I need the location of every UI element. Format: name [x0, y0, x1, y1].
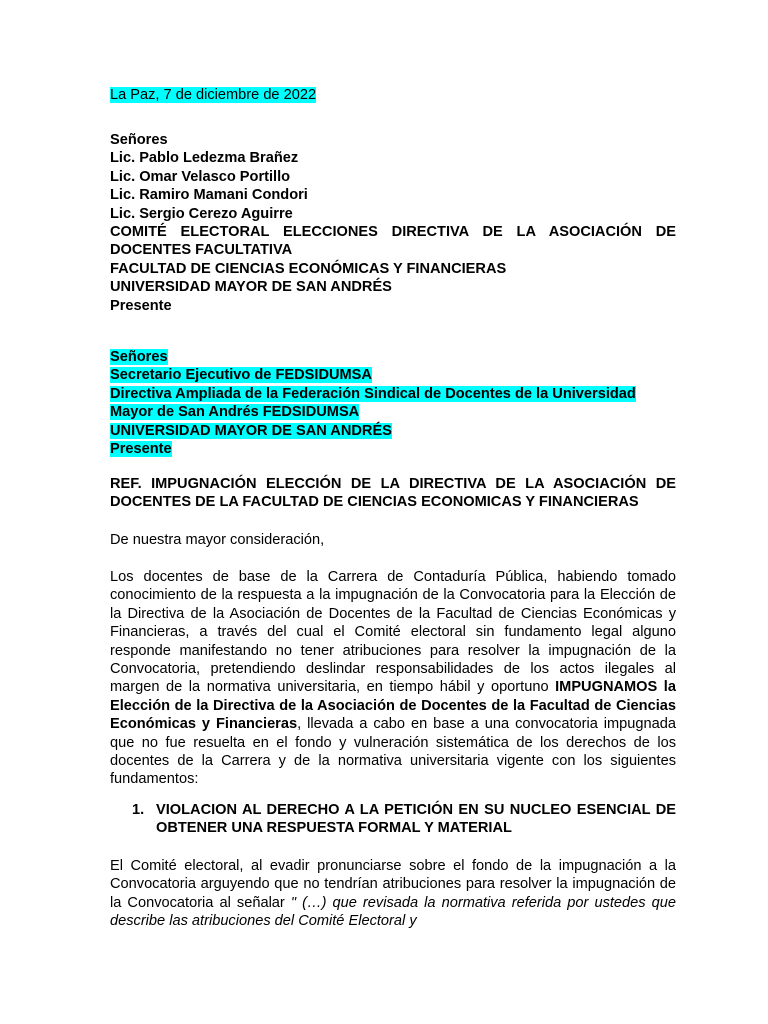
- recipient-line: Presente: [110, 441, 172, 458]
- body-paragraph-1: Los docentes de base de la Carrera de Contaduría Pública, habiendo tomado conocimiento de la respuesta a la impugnación de la Convocatoria para la Elección de la Directiva de la Asociación de Docentes de la Facultad de Ciencias Económicas y Financieras, a través del cual el Comité electoral sin fundamento legal alguno responde manifestando no tener atribuciones para resolver la impugnación de la Convocatoria, pretendiendo deslindar responsabilidades de los actos ilegales al margen de la normativa universitaria, en tiempo hábil y oportuno IMPUGNAMOS la Elección de la Directiva de la Asociación de Docentes de la Facultad de Ciencias Económicas y Financieras, llevada a cabo en base a una convocatoria impugnada que no fue resuelta en el fondo y vulneración sistemática de los derechos de los docentes de la Carrera y de la normativa universitaria vigente con los siguientes fundamentos:: [110, 569, 676, 788]
- recipient-line: Lic. Pablo Ledezma Brañez: [110, 150, 299, 167]
- point-title: VIOLACION AL DERECHO A LA PETICIÓN EN SU NUCLEO ESENCIAL DE OBTENER UNA RESPUESTA FORMAL Y MATERIAL: [156, 802, 676, 837]
- recipient-line: Lic. Ramiro Mamani Condori: [110, 187, 308, 204]
- recipient-line: Señores: [110, 349, 168, 365]
- reference-line: REF. IMPUGNACIÓN ELECCIÓN DE LA DIRECTIVA DE LA ASOCIACIÓN DE DOCENTES DE LA FACULTAD DE CIENCIAS ECONOMICAS Y FINANCIERAS: [110, 476, 676, 511]
- date-line: [110, 86, 676, 104]
- recipient-line: Lic. Sergio Cerezo Aguirre: [110, 205, 293, 222]
- impugnamos-bold-text: IMPUGNAMOS la Elección de la Directiva de la Asociación de Docentes de la Facultad de Ciencias Económicas y Financieras: [110, 679, 676, 733]
- recipient-line: Presente: [110, 297, 172, 314]
- numbered-point-1: [110, 801, 676, 838]
- body-paragraph-2: El Comité electoral, al evadir pronunciarse sobre el fondo de la impugnación a la Convocatoria arguyendo que no tendrían atribuciones para resolver la impugnación de la Convocatoria al señalar " (…) que revisada la normativa referida por ustedes que describe las atribuciones del Comité Electoral y: [110, 858, 677, 930]
- recipient-line: UNIVERSIDAD MAYOR DE SAN ANDRÉS: [110, 279, 392, 296]
- recipient-line: Señores: [110, 132, 168, 148]
- date-text: La Paz, 7 de diciembre de 2022: [110, 87, 317, 103]
- recipient-line: UNIVERSIDAD MAYOR DE SAN ANDRÉS: [110, 422, 392, 439]
- recipient-block-electoral-committee: [110, 131, 676, 315]
- recipient-line: Secretario Ejecutivo de FEDSIDUMSA: [110, 367, 372, 384]
- quoted-italic-text: " (…) que revisada la normativa referida por ustedes que describe las atribuciones del Comité Electoral y: [110, 894, 677, 930]
- recipient-line: Directiva Ampliada de la Federación Sindical de Docentes de la Universidad Mayor de San Andrés FEDSIDUMSA: [110, 385, 636, 421]
- recipient-line: Lic. Omar Velasco Portillo: [110, 168, 291, 185]
- recipient-block-federation: [110, 348, 676, 458]
- list-number: 1.: [132, 802, 145, 818]
- salutation: De nuestra mayor consideración,: [110, 532, 325, 548]
- recipient-line: COMITÉ ELECTORAL ELECCIONES DIRECTIVA DE LA ASOCIACIÓN DE DOCENTES FACULTATIVA: [110, 224, 676, 259]
- recipient-line: FACULTAD DE CIENCIAS ECONÓMICAS Y FINANCIERAS: [110, 260, 507, 277]
